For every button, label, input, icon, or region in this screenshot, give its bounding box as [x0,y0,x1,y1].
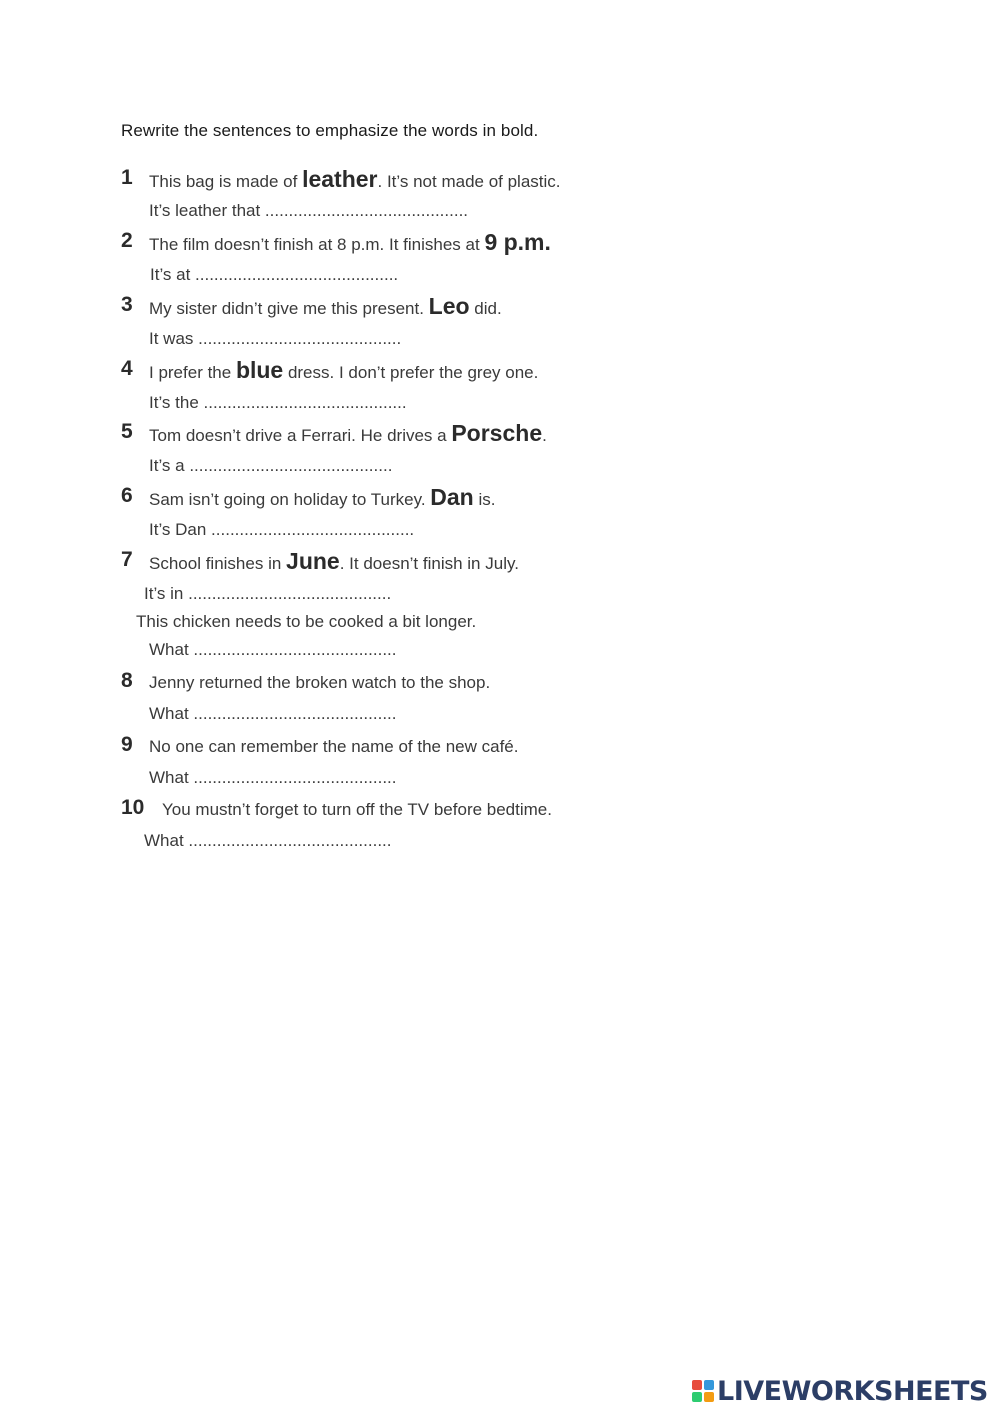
answer-line[interactable]: It’s at ........................................... [150,265,399,284]
item-number: 2 [121,229,133,252]
answer-line[interactable]: It’s a ........................................... [149,456,393,475]
answer-line[interactable]: What ........................................... [149,768,397,787]
item-sentence: Jenny returned the broken watch to the shop. [149,673,491,692]
logo-text: LIVEWORKSHEETS [717,1375,988,1407]
item-number: 10 [121,796,145,819]
answer-line[interactable]: It was ........................................... [149,329,402,348]
item-sentence: The film doesn’t finish at 8 p.m. It finishes at 9 p.m. [149,229,551,255]
emphasized-word: Leo [428,293,470,319]
item-sentence: Sam isn’t going on holiday to Turkey. Dan is. [149,484,496,510]
liveworksheets-logo [692,1376,988,1406]
item-number: 1 [121,166,133,189]
emphasized-word: 9 p.m. [484,229,551,255]
emphasized-word: June [286,548,340,574]
item-number: 4 [121,357,133,380]
answer-line[interactable]: What ........................................... [144,831,392,850]
emphasized-word: Dan [430,484,474,510]
item-number: 9 [121,733,133,756]
answer-line[interactable]: It’s in ........................................... [144,584,392,603]
instruction-text: Rewrite the sentences to emphasize the words in bold. [121,121,539,140]
item-number: 8 [121,669,133,692]
liveworksheets-logo-icon [692,1380,714,1402]
item-sentence: I prefer the blue dress. I don’t prefer the grey one. [149,357,539,383]
item-sentence: School finishes in June. It doesn’t finish in July. [149,548,519,574]
emphasized-word: leather [302,166,378,192]
item-sentence: You mustn’t forget to turn off the TV before bedtime. [162,800,552,819]
emphasized-word: Porsche [451,420,543,446]
emphasized-word: blue [235,357,284,383]
answer-line[interactable]: It’s leather that ........................................... [149,201,469,220]
item-number: 7 [121,548,133,571]
item-number: 5 [121,420,133,443]
answer-line[interactable]: It’s Dan ........................................... [149,520,415,539]
item-sentence: Tom doesn’t drive a Ferrari. He drives a Porsche. [149,420,547,446]
answer-line[interactable]: What ........................................... [149,704,397,723]
item-sentence: This bag is made of leather. It’s not made of plastic. [149,166,561,192]
item-sentence: No one can remember the name of the new café. [149,737,519,756]
item-sentence: My sister didn’t give me this present. Leo did. [149,293,502,319]
answer-line[interactable]: What ........................................... [149,640,397,659]
extra-sentence: This chicken needs to be cooked a bit longer. [136,612,477,631]
answer-line[interactable]: It’s the ........................................... [149,393,407,412]
item-number: 3 [121,293,133,316]
item-number: 6 [121,484,133,507]
